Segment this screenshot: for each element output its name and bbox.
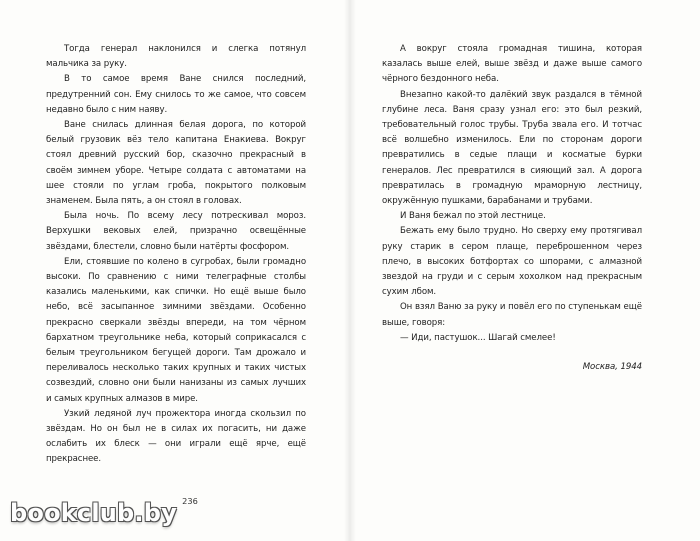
paragraph: А вокруг стояла громадная тишина, которая казалась выше елей, выше звёзд и даже выше самого чёрного бездонного неба. <box>382 44 642 85</box>
paragraph: Ване снилась длинная белая дорога, по которой белый грузовик вёз тело капитана Енакиева. Вокруг стоял древний русский бор, сказочно прекрасный в своём зимнем уборе. Четыре солдата с автоматами на шее стояли по углам гроба, покрытого полковым знаменем. Была пять, а он стоял в головах. <box>46 120 306 207</box>
paragraph: Тогда генерал наклонился и слегка потянул мальчика за руку. <box>46 44 306 70</box>
paragraph: Бежать ему было трудно. Но сверху ему протягивал руку старик в сером плаще, переброшенном через плечо, в высоких ботфортах со шпорами, с алмазной звездой на груди и с серым хохолком над прекрасным сухим лбом. <box>382 226 642 298</box>
paragraph: Узкий ледяной луч прожектора иногда скользил по звёздам. Но он был не в силах их погасить, ни даже ослабить их блеск — они играли ещё ярче, ещё прекраснее. <box>46 408 306 465</box>
paragraph: В то самое время Ване снился последний, предутренний сон. Ему снилось то же самое, что совсем недавно было с ним наяву. <box>46 74 306 115</box>
paragraph: Внезапно какой-то далёкий звук раздался в тёмной глубине леса. Ваня сразу узнал его: это был резкий, требовательный голос трубы. Труба звала его. И тотчас всё волшебно изменилось. Ели по сторонам дороги превратились в седые плащи и косматые бурки генералов. Лес превратился в сияющий зал. А дорога превратилась в громадную мраморную лестницу, окружённую пушками, барабанами и трубами. <box>382 89 642 207</box>
book-gutter <box>344 0 356 541</box>
paragraph: Ели, стоявшие по колено в сугробах, были громадно высоки. По сравнению с ними телеграфные столбы казались маленькими, как спички. Но ещё выше было небо, всё засыпанное зимними звёздами. Особенно прекрасно сверкали звёзды впереди, на том чёрном бархатном треугольнике неба, который соприкасался с белым треугольником бегущей дороги. Там дрожало и переливалось несколько таких крупных и таких чистых созвездий, словно они были нанизаны из самых лучших и самых крупных алмазов в мире. <box>46 256 306 404</box>
paragraph: Он взял Ваню за руку и повёл его по ступенькам ещё выше, говоря: <box>382 302 642 328</box>
watermark-logo: bookclub.by <box>10 499 177 527</box>
right-text-column <box>382 42 642 375</box>
paragraph: И Ваня бежал по этой лестнице. <box>400 211 546 222</box>
page-number: 236 <box>182 496 198 506</box>
left-text-column <box>46 42 306 468</box>
paragraph: — Иди, пастушок... Шагай смелее! <box>400 332 556 343</box>
signature: Москва, 1944 <box>582 362 642 373</box>
paragraph: Была ночь. По всему лесу потрескивал мороз. Верхушки вековых елей, призрачно освещённые звёздами, блестели, словно были натёрты фосфором. <box>46 211 306 252</box>
